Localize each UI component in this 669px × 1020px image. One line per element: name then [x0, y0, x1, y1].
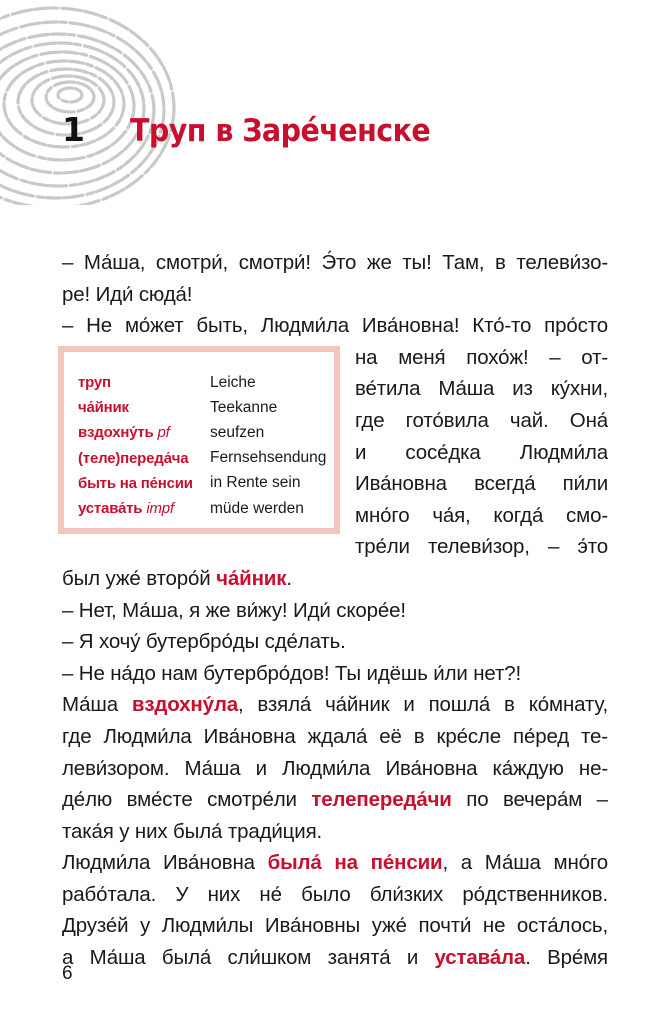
vocab-row [78, 446, 326, 471]
text-line: така́я у них была́ тради́ция. [62, 819, 323, 843]
keyword-highlight: телепереда́чи [311, 788, 452, 812]
text-line: был уже́ второ́й ча́йник. [62, 566, 292, 590]
text-line: где Людми́ла Ива́новна ждала́ её в кре́сле пе́ред те- [62, 724, 608, 748]
fingerprint-icon [0, 0, 190, 205]
vocab-russian: быть на пе́нсии [78, 474, 193, 492]
vocab-german: Fernsehsendung [210, 449, 327, 467]
chapter-number: 1 [62, 110, 84, 149]
text-line: где гото́вила чай. Она́ [355, 408, 608, 432]
vocab-russian: устава́ть [78, 500, 143, 518]
text-line: де́лю вме́сте смотре́ли телепереда́чи по вечера́м – [62, 788, 608, 812]
vocab-row [78, 395, 326, 420]
vocab-russian: труп [78, 374, 111, 392]
text-line: ре! Иди́ сюда́! [62, 282, 193, 306]
text-line: – Ма́ша, смотри́, смотри́! Э́то же ты! Там, в телеви́зо- [62, 251, 608, 274]
text-line: Ма́ша вздохну́ла, взяла́ ча́йник и пошла́ в ко́мнату, [62, 693, 608, 717]
keyword-highlight: устава́ла [434, 946, 526, 970]
keyword-highlight: ча́йник [216, 566, 287, 590]
text-line: мно́го ча́я, когда́ смо- [355, 503, 608, 527]
keyword-highlight: была́ на пе́нсии [267, 851, 443, 875]
vocab-russian: вздохну́ть [78, 424, 154, 442]
text-line: на меня́ похо́ж! – от- [355, 345, 608, 369]
text-line: Ива́новна всегда́ пи́ли [355, 472, 608, 496]
vocab-russian: ча́йник [78, 399, 129, 417]
vocab-german: in Rente sein [210, 474, 301, 492]
vocab-german: Teekanne [210, 398, 278, 416]
text-line: ве́тила Ма́ша из ку́хни, [355, 377, 608, 401]
text-line: Друзе́й у Людми́лы Ива́новны уже́ почти́ не оста́лось, [62, 914, 608, 938]
vocab-row [78, 496, 326, 521]
vocab-german: müde werden [210, 499, 304, 517]
text-line: леви́зором. Ма́ша и Людми́ла Ива́новна ка́ждую не- [62, 756, 608, 780]
vocab-row [78, 420, 326, 445]
vocabulary-table [78, 370, 326, 521]
vocab-german: Leiche [210, 373, 256, 391]
text-line: – Я хочу́ бутербро́ды сде́лать. [62, 630, 346, 654]
vocab-row [78, 471, 326, 496]
chapter-header [62, 110, 456, 154]
vocab-aspect-tag: pf [157, 424, 170, 442]
text-line: – Не на́до нам бутербро́дов! Ты идёшь и́ли нет?! [62, 661, 522, 685]
vocabulary-box [58, 346, 340, 534]
text-line: и сосе́дка Людми́ла [355, 440, 608, 464]
vocab-russian: (теле)переда́ча [78, 449, 189, 467]
text-line: а Ма́ша была́ сли́шком занята́ и устава́ла. Вре́мя [62, 946, 608, 970]
text-line: – Нет, Ма́ша, я же ви́жу! Иди́ скоре́е! [62, 598, 406, 622]
keyword-highlight: вздохну́ла [131, 693, 238, 717]
text-line: – Не мо́жет быть, Людми́ла Ива́новна! Кто́-то про́сто [62, 314, 608, 338]
text-line: Людми́ла Ива́новна была́ на пе́нсии, а Ма́ша мно́го [62, 851, 608, 875]
chapter-title: Труп в Заре́ченске [130, 113, 431, 149]
text-line: тре́ли телеви́зор, – э́то [355, 535, 608, 559]
text-line: рабо́тала. У них не́ было бли́зких ро́дственников. [62, 882, 608, 906]
vocab-aspect-tag: impf [146, 500, 174, 518]
vocab-row [78, 370, 326, 395]
page-number: 6 [62, 963, 73, 984]
vocab-german: seufzen [210, 423, 265, 441]
